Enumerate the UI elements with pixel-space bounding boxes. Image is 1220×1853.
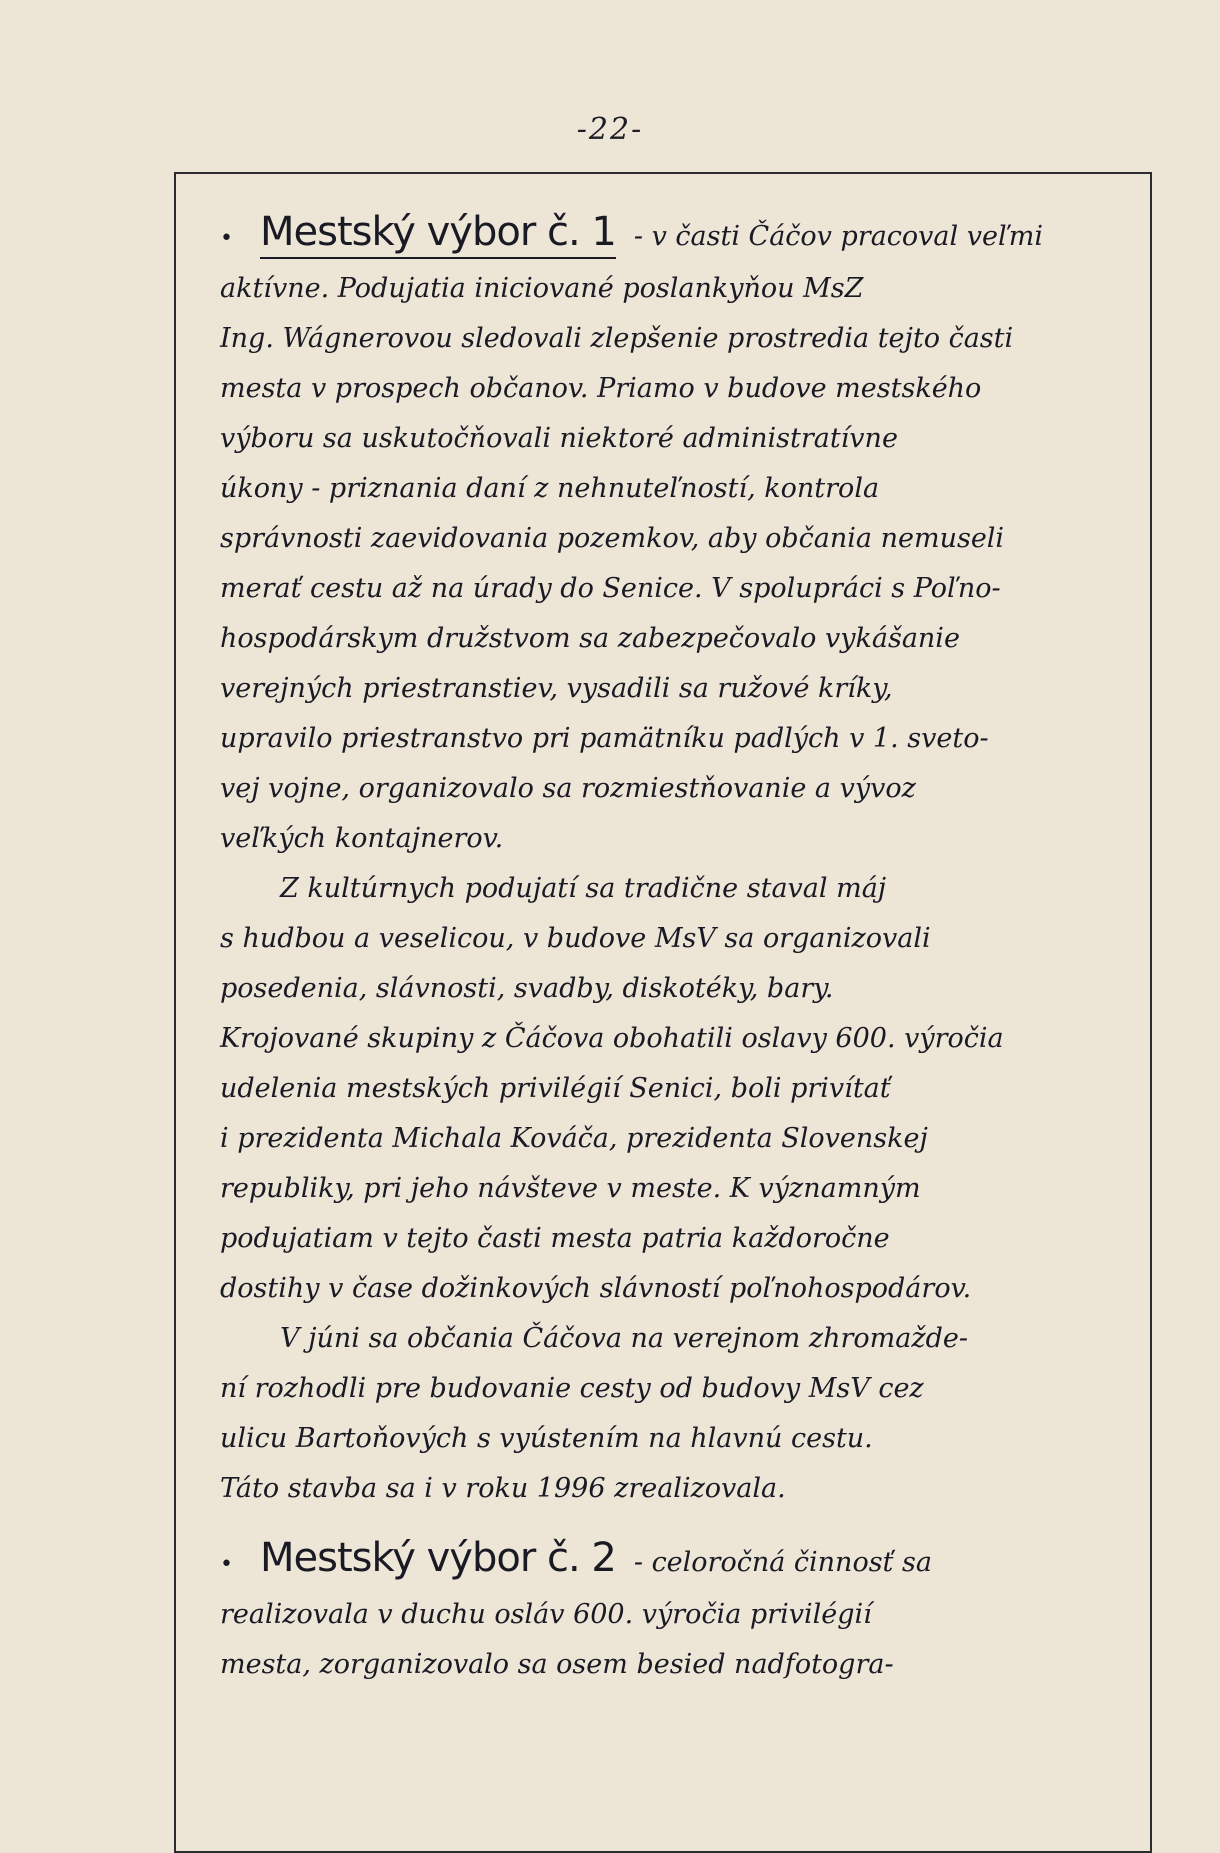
text-line: Z kultúrnych podujatí sa tradične staval máj <box>280 873 887 904</box>
text-line: veľkých kontajnerov. <box>220 823 504 854</box>
section-2-heading-row <box>220 1526 1140 1590</box>
section-1-heading-row <box>220 200 1140 264</box>
page-number: -22- <box>576 112 644 147</box>
text-line: vej vojne, organizovalo sa rozmiestňovanie a vývoz <box>220 773 916 804</box>
text-line: verejných priestranstiev, vysadili sa ružové kríky, <box>220 673 893 704</box>
text-line: hospodárskym družstvom sa zabezpečovalo vykášanie <box>220 623 960 654</box>
text-line: i prezidenta Michala Kováča, prezidenta Slovenskej <box>220 1123 928 1154</box>
text-line: Krojované skupiny z Čáčova obohatili oslavy 600. výročia <box>220 1023 1004 1054</box>
text-line: Táto stavba sa i v roku 1996 zrealizovala. <box>220 1473 786 1504</box>
text-line: upravilo priestranstvo pri pamätníku padlých v 1. sveto- <box>220 723 989 754</box>
text-line: mesta, zorganizovalo sa osem besied nadfotogra- <box>220 1649 894 1680</box>
text-line: realizovala v duchu osláv 600. výročia privilégií <box>220 1599 872 1630</box>
section-2-first-line: - celoročná činnosť sa <box>633 1547 932 1578</box>
text-line: ulicu Bartoňových s vyústením na hlavnú cestu. <box>220 1423 873 1454</box>
bullet-icon: • <box>220 226 233 251</box>
handwritten-text <box>220 200 1140 1690</box>
text-line: udelenia mestských privilégií Senici, boli privítať <box>220 1073 891 1104</box>
text-line: podujatiam v tejto časti mesta patria každoročne <box>220 1223 890 1254</box>
text-line: merať cestu až na úrady do Senice. V spolupráci s Poľno- <box>220 573 1001 604</box>
text-line: úkony - priznania daní z nehnuteľností, kontrola <box>220 473 880 504</box>
section-2-heading: Mestský výbor č. 2 <box>260 1535 616 1581</box>
section-1-heading: Mestský výbor č. 1 <box>260 209 616 259</box>
section-1-first-line: - v časti Čáčov pracoval veľmi <box>633 221 1044 252</box>
text-line: dostihy v čase dožinkových slávností poľnohospodárov. <box>220 1273 972 1304</box>
text-line: posedenia, slávnosti, svadby, diskotéky, bary. <box>220 973 834 1004</box>
text-line: ní rozhodli pre budovanie cesty od budovy MsV cez <box>220 1373 924 1404</box>
text-line: výboru sa uskutočňovali niektoré administratívne <box>220 423 898 454</box>
text-line: aktívne. Podujatia iniciované poslankyňou MsZ <box>220 273 864 304</box>
bullet-icon: • <box>220 1552 233 1577</box>
text-line: s hudbou a veselicou, v budove MsV sa organizovali <box>220 923 931 954</box>
text-line: správnosti zaevidovania pozemkov, aby občania nemuseli <box>220 523 1005 554</box>
text-line: Ing. Wágnerovou sledovali zlepšenie prostredia tejto časti <box>220 323 1014 354</box>
text-line: mesta v prospech občanov. Priamo v budove mestského <box>220 373 982 404</box>
text-line: V júni sa občania Čáčova na verejnom zhromažde- <box>280 1323 968 1354</box>
text-line: republiky, pri jeho návšteve v meste. K významným <box>220 1173 921 1204</box>
